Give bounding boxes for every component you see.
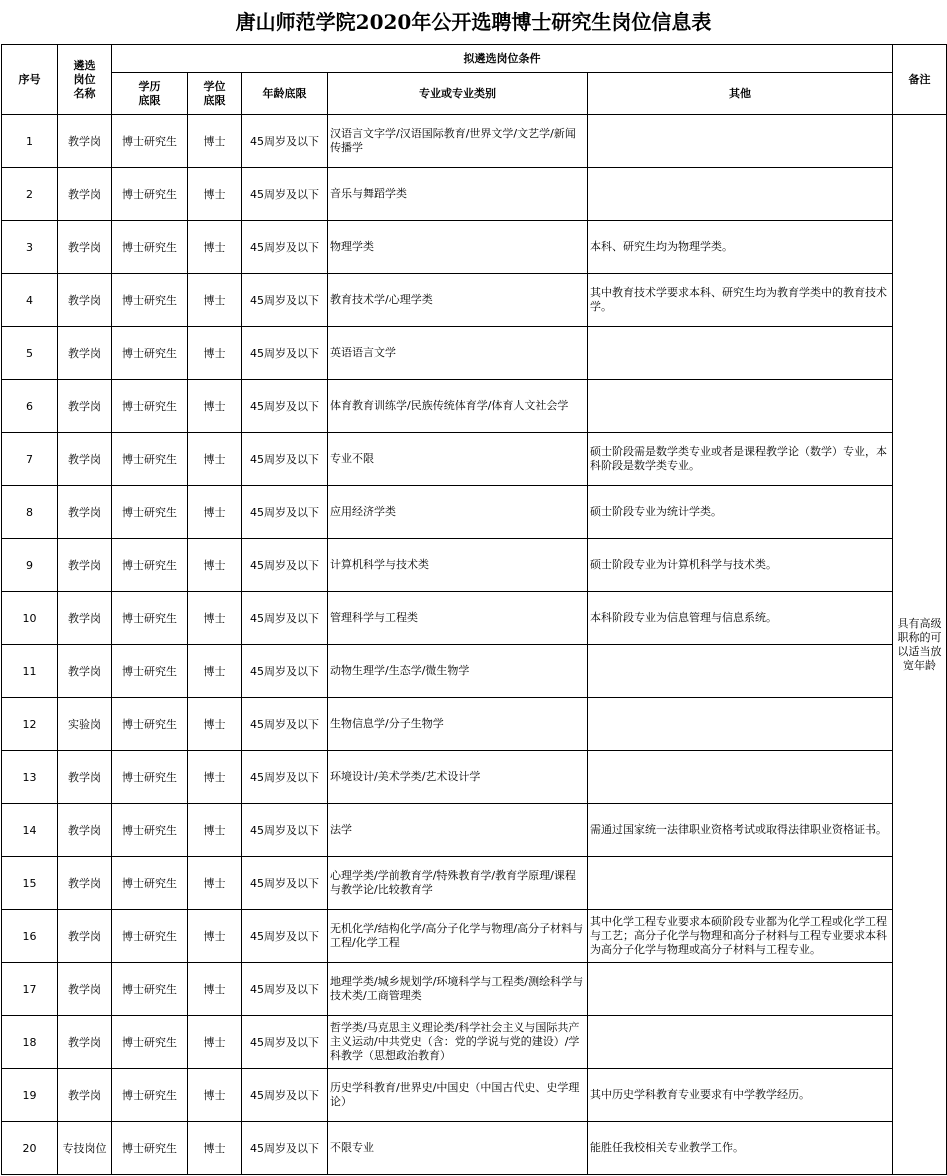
- cell-other: 其中化学工程专业要求本硕阶段专业都为化学工程或化学工程与工艺；高分子化学与物理和高分子材料与工程专业要求本科为高分子化学与物理或高分子材料与工程专业。: [588, 910, 893, 963]
- cell-age: 45周岁及以下: [242, 115, 328, 168]
- cell-major: 生物信息学/分子生物学: [328, 698, 588, 751]
- header-row-sub: [2, 73, 947, 115]
- cell-major: 体育教育训练学/民族传统体育学/体育人文社会学: [328, 380, 588, 433]
- cell-seq: 8: [2, 486, 58, 539]
- cell-seq: 13: [2, 751, 58, 804]
- cell-seq: 19: [2, 1069, 58, 1122]
- cell-major: 音乐与舞蹈学类: [328, 168, 588, 221]
- positions-table: [1, 44, 947, 1175]
- cell-education: 博士研究生: [112, 115, 188, 168]
- cell-seq: 2: [2, 168, 58, 221]
- cell-major: 无机化学/结构化学/高分子化学与物理/高分子材料与工程/化学工程: [328, 910, 588, 963]
- cell-position: 教学岗: [58, 1016, 112, 1069]
- table-row: [2, 1016, 947, 1069]
- cell-other: 本科、研究生均为物理学类。: [588, 221, 893, 274]
- cell-age: 45周岁及以下: [242, 804, 328, 857]
- cell-major: 教育技术学/心理学类: [328, 274, 588, 327]
- header-row-top: [2, 45, 947, 73]
- cell-degree: 博士: [188, 221, 242, 274]
- cell-other: [588, 857, 893, 910]
- cell-age: 45周岁及以下: [242, 592, 328, 645]
- cell-age: 45周岁及以下: [242, 274, 328, 327]
- cell-education: 博士研究生: [112, 751, 188, 804]
- cell-degree: 博士: [188, 645, 242, 698]
- cell-position: 教学岗: [58, 221, 112, 274]
- table-row: [2, 539, 947, 592]
- cell-major: 环境设计/美术学类/艺术设计学: [328, 751, 588, 804]
- cell-other: 能胜任我校相关专业教学工作。: [588, 1122, 893, 1175]
- table-row: [2, 115, 947, 168]
- cell-other: 本科阶段专业为信息管理与信息系统。: [588, 592, 893, 645]
- header-conditions: 拟遴选岗位条件: [112, 45, 893, 73]
- cell-seq: 20: [2, 1122, 58, 1175]
- header-position: 遴选岗位名称: [58, 45, 112, 115]
- cell-seq: 4: [2, 274, 58, 327]
- cell-other: [588, 963, 893, 1016]
- cell-age: 45周岁及以下: [242, 963, 328, 1016]
- table-row: [2, 221, 947, 274]
- header-degree: 学位底限: [188, 73, 242, 115]
- cell-major: 法学: [328, 804, 588, 857]
- cell-education: 博士研究生: [112, 380, 188, 433]
- cell-position: 教学岗: [58, 380, 112, 433]
- cell-seq: 3: [2, 221, 58, 274]
- cell-degree: 博士: [188, 857, 242, 910]
- cell-other: 需通过国家统一法律职业资格考试或取得法律职业资格证书。: [588, 804, 893, 857]
- header-remark: 备注: [893, 45, 947, 115]
- cell-position: 教学岗: [58, 486, 112, 539]
- cell-position: 教学岗: [58, 751, 112, 804]
- cell-other: [588, 380, 893, 433]
- cell-position: 教学岗: [58, 115, 112, 168]
- cell-other: [588, 645, 893, 698]
- cell-age: 45周岁及以下: [242, 221, 328, 274]
- cell-education: 博士研究生: [112, 539, 188, 592]
- cell-major: 汉语言文字学/汉语国际教育/世界文学/文艺学/新闻传播学: [328, 115, 588, 168]
- cell-degree: 博士: [188, 486, 242, 539]
- remark-cell: 具有高级职称的可以适当放宽年龄: [893, 115, 947, 1175]
- cell-education: 博士研究生: [112, 1069, 188, 1122]
- cell-education: 博士研究生: [112, 221, 188, 274]
- header-seq: 序号: [2, 45, 58, 115]
- document-title: 唐山师范学院2020年公开选聘博士研究生岗位信息表: [235, 10, 712, 34]
- cell-education: 博士研究生: [112, 804, 188, 857]
- cell-degree: 博士: [188, 115, 242, 168]
- cell-other: 硕士阶段专业为统计学类。: [588, 486, 893, 539]
- cell-degree: 博士: [188, 1122, 242, 1175]
- header-other: 其他: [588, 73, 893, 115]
- cell-other: [588, 327, 893, 380]
- cell-seq: 10: [2, 592, 58, 645]
- cell-degree: 博士: [188, 1016, 242, 1069]
- cell-position: 实验岗: [58, 698, 112, 751]
- cell-education: 博士研究生: [112, 274, 188, 327]
- table-row: [2, 1069, 947, 1122]
- cell-position: 教学岗: [58, 804, 112, 857]
- cell-other: 硕士阶段专业为计算机科学与技术类。: [588, 539, 893, 592]
- cell-position: 教学岗: [58, 168, 112, 221]
- cell-seq: 1: [2, 115, 58, 168]
- cell-age: 45周岁及以下: [242, 539, 328, 592]
- cell-position: 教学岗: [58, 963, 112, 1016]
- cell-age: 45周岁及以下: [242, 1069, 328, 1122]
- cell-education: 博士研究生: [112, 1122, 188, 1175]
- positions-table-body: [2, 115, 947, 1175]
- cell-seq: 18: [2, 1016, 58, 1069]
- cell-other: [588, 751, 893, 804]
- cell-age: 45周岁及以下: [242, 645, 328, 698]
- table-row: [2, 698, 947, 751]
- cell-age: 45周岁及以下: [242, 433, 328, 486]
- cell-education: 博士研究生: [112, 168, 188, 221]
- cell-age: 45周岁及以下: [242, 857, 328, 910]
- cell-age: 45周岁及以下: [242, 380, 328, 433]
- cell-degree: 博士: [188, 751, 242, 804]
- cell-education: 博士研究生: [112, 910, 188, 963]
- cell-position: 专技岗位: [58, 1122, 112, 1175]
- cell-education: 博士研究生: [112, 698, 188, 751]
- cell-position: 教学岗: [58, 1069, 112, 1122]
- table-row: [2, 433, 947, 486]
- cell-seq: 9: [2, 539, 58, 592]
- cell-major: 管理科学与工程类: [328, 592, 588, 645]
- cell-major: 动物生理学/生态学/微生物学: [328, 645, 588, 698]
- table-row: [2, 592, 947, 645]
- cell-degree: 博士: [188, 380, 242, 433]
- cell-degree: 博士: [188, 168, 242, 221]
- table-row: [2, 751, 947, 804]
- cell-major: 历史学科教育/世界史/中国史（中国古代史、史学理论）: [328, 1069, 588, 1122]
- table-row: [2, 168, 947, 221]
- cell-position: 教学岗: [58, 910, 112, 963]
- cell-seq: 15: [2, 857, 58, 910]
- cell-major: 应用经济学类: [328, 486, 588, 539]
- cell-degree: 博士: [188, 1069, 242, 1122]
- table-row: [2, 486, 947, 539]
- cell-age: 45周岁及以下: [242, 1016, 328, 1069]
- table-row: [2, 857, 947, 910]
- cell-major: 心理学类/学前教育学/特殊教育学/教育学原理/课程与教学论/比较教育学: [328, 857, 588, 910]
- cell-position: 教学岗: [58, 592, 112, 645]
- cell-major: 地理学类/城乡规划学/环境科学与工程类/测绘科学与技术类/工商管理类: [328, 963, 588, 1016]
- cell-education: 博士研究生: [112, 645, 188, 698]
- cell-other: [588, 698, 893, 751]
- cell-education: 博士研究生: [112, 1016, 188, 1069]
- cell-position: 教学岗: [58, 857, 112, 910]
- cell-education: 博士研究生: [112, 486, 188, 539]
- cell-degree: 博士: [188, 698, 242, 751]
- cell-other: [588, 168, 893, 221]
- cell-other: 其中历史学科教育专业要求有中学教学经历。: [588, 1069, 893, 1122]
- cell-degree: 博士: [188, 963, 242, 1016]
- header-major: 专业或专业类别: [328, 73, 588, 115]
- cell-other: [588, 1016, 893, 1069]
- cell-position: 教学岗: [58, 327, 112, 380]
- table-row: [2, 274, 947, 327]
- table-row: [2, 963, 947, 1016]
- cell-other: 硕士阶段需是数学类专业或者是课程教学论（数学）专业，本科阶段是数学类专业。: [588, 433, 893, 486]
- cell-age: 45周岁及以下: [242, 1122, 328, 1175]
- cell-major: 专业不限: [328, 433, 588, 486]
- table-row: [2, 804, 947, 857]
- cell-age: 45周岁及以下: [242, 486, 328, 539]
- cell-degree: 博士: [188, 592, 242, 645]
- cell-degree: 博士: [188, 327, 242, 380]
- table-row: [2, 910, 947, 963]
- cell-age: 45周岁及以下: [242, 698, 328, 751]
- cell-age: 45周岁及以下: [242, 751, 328, 804]
- cell-major: 不限专业: [328, 1122, 588, 1175]
- cell-degree: 博士: [188, 274, 242, 327]
- cell-education: 博士研究生: [112, 433, 188, 486]
- cell-major: 计算机科学与技术类: [328, 539, 588, 592]
- cell-seq: 17: [2, 963, 58, 1016]
- cell-degree: 博士: [188, 433, 242, 486]
- cell-degree: 博士: [188, 910, 242, 963]
- cell-seq: 16: [2, 910, 58, 963]
- table-row: [2, 327, 947, 380]
- cell-education: 博士研究生: [112, 327, 188, 380]
- cell-degree: 博士: [188, 539, 242, 592]
- table-row: [2, 380, 947, 433]
- cell-education: 博士研究生: [112, 592, 188, 645]
- cell-position: 教学岗: [58, 274, 112, 327]
- cell-other: [588, 115, 893, 168]
- cell-seq: 5: [2, 327, 58, 380]
- cell-major: 哲学类/马克思主义理论类/科学社会主义与国际共产主义运动/中共党史（含：党的学说与党的建设）/学科教学（思想政治教育）: [328, 1016, 588, 1069]
- cell-other: 其中教育技术学要求本科、研究生均为教育学类中的教育技术学。: [588, 274, 893, 327]
- cell-seq: 6: [2, 380, 58, 433]
- cell-major: 物理学类: [328, 221, 588, 274]
- cell-position: 教学岗: [58, 433, 112, 486]
- cell-seq: 12: [2, 698, 58, 751]
- cell-major: 英语语言文学: [328, 327, 588, 380]
- table-row: [2, 1122, 947, 1175]
- cell-age: 45周岁及以下: [242, 910, 328, 963]
- table-row: [2, 645, 947, 698]
- cell-seq: 11: [2, 645, 58, 698]
- cell-position: 教学岗: [58, 645, 112, 698]
- header-age: 年龄底限: [242, 73, 328, 115]
- cell-seq: 7: [2, 433, 58, 486]
- header-education: 学历底限: [112, 73, 188, 115]
- cell-seq: 14: [2, 804, 58, 857]
- cell-education: 博士研究生: [112, 963, 188, 1016]
- cell-age: 45周岁及以下: [242, 168, 328, 221]
- cell-education: 博士研究生: [112, 857, 188, 910]
- cell-age: 45周岁及以下: [242, 327, 328, 380]
- cell-position: 教学岗: [58, 539, 112, 592]
- cell-degree: 博士: [188, 804, 242, 857]
